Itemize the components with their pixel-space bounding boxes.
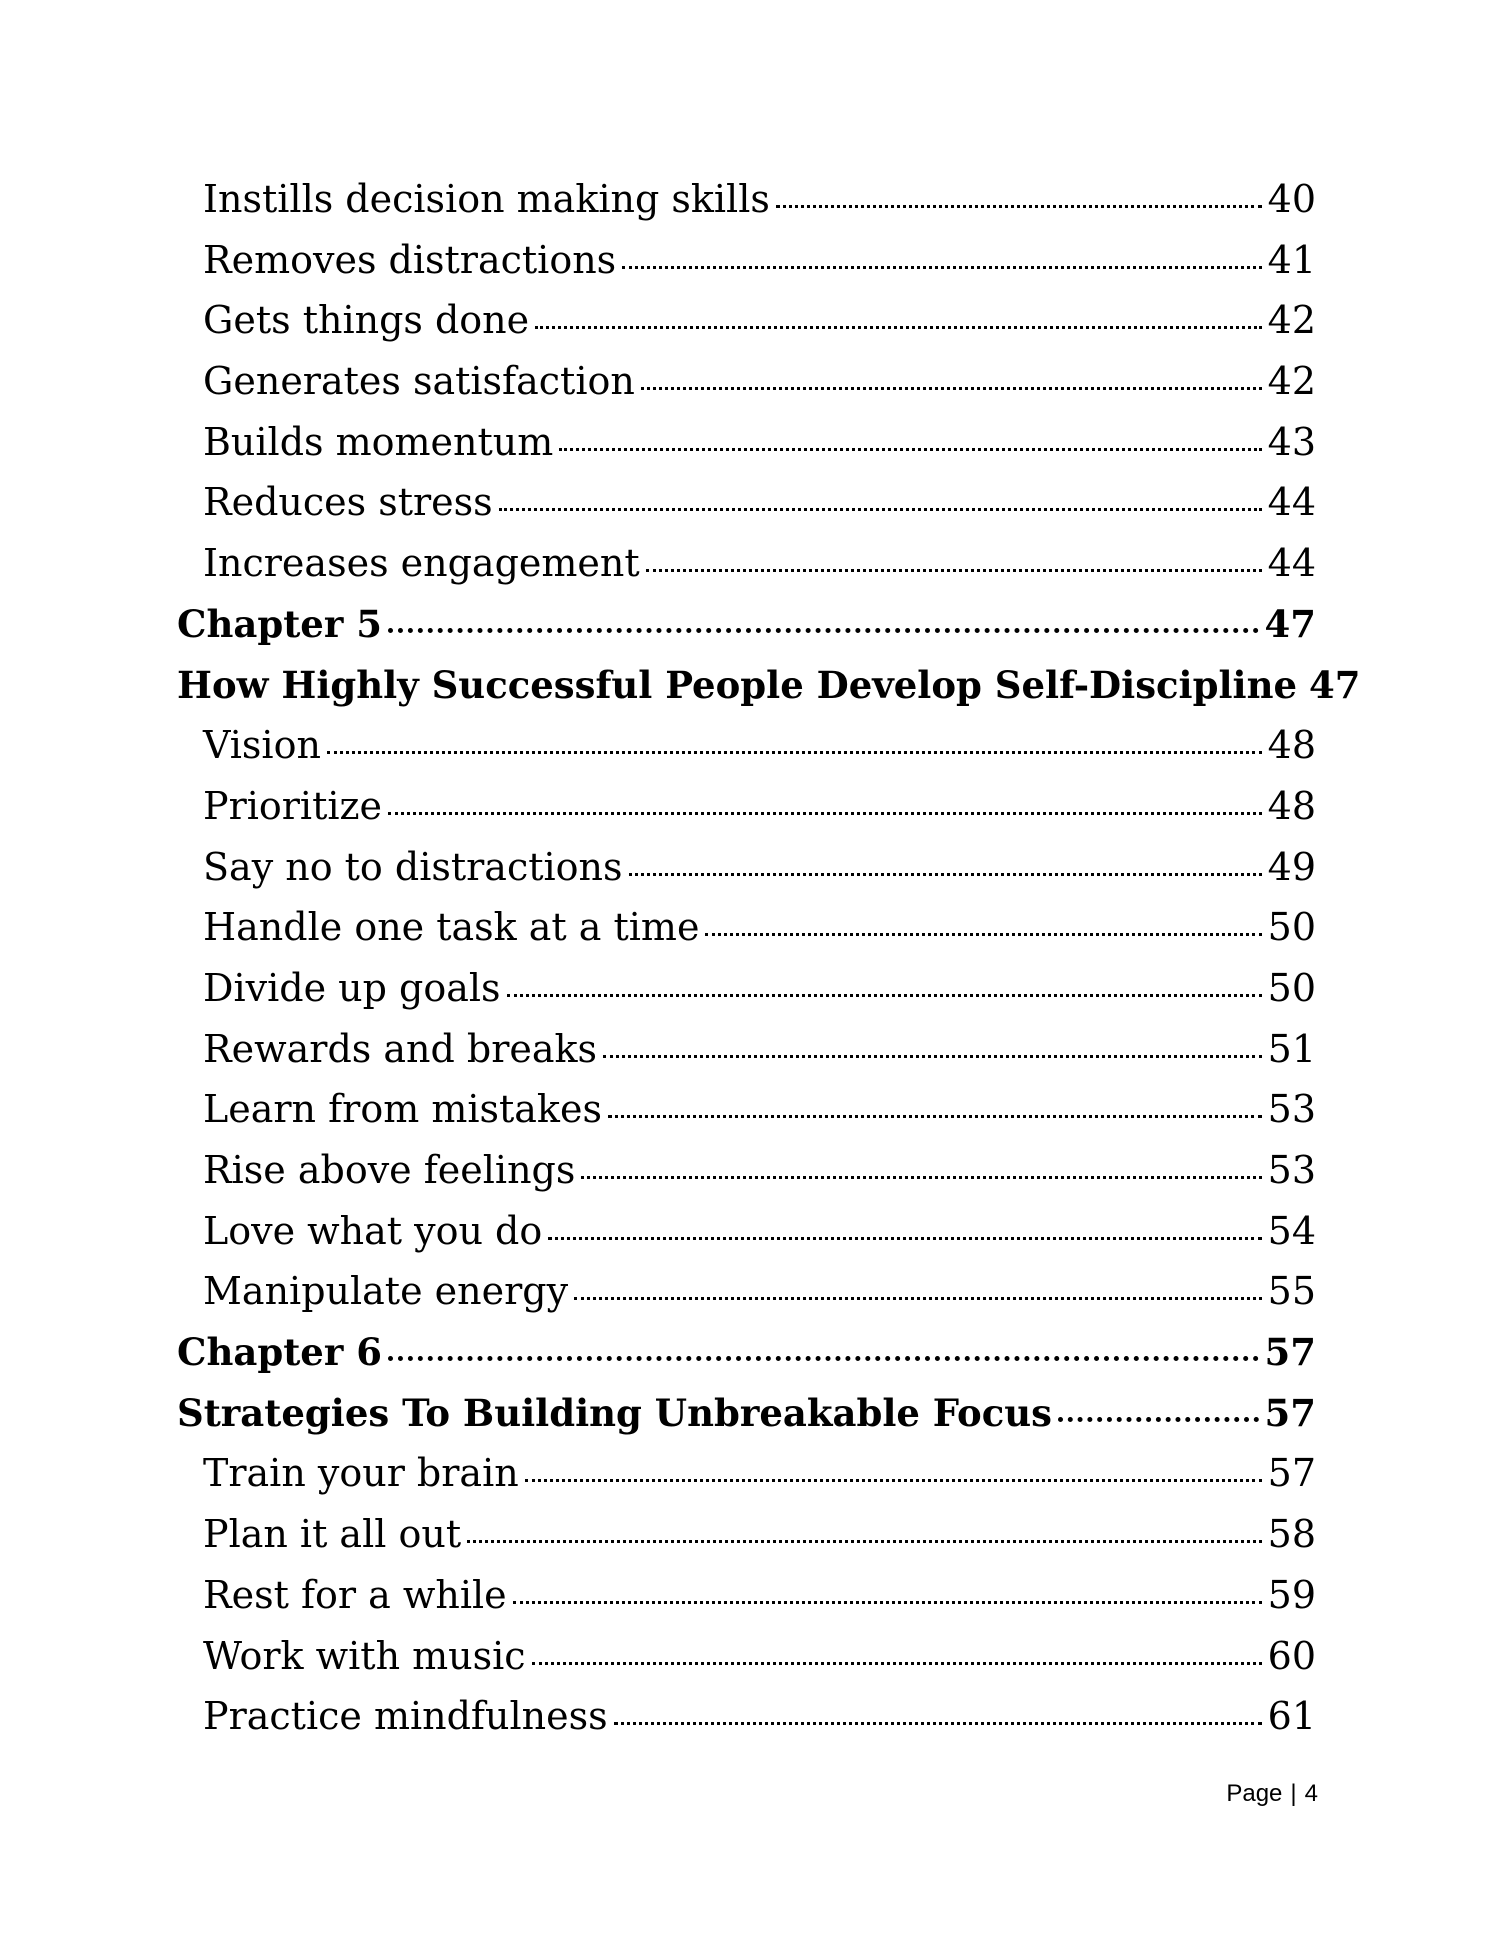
toc-entry[interactable]	[0, 837, 1316, 898]
toc-chapter-page: 57	[1264, 1390, 1316, 1435]
toc-dot-leader	[327, 749, 1262, 754]
toc-entry-label: Generates satisfaction	[203, 359, 635, 404]
toc-chapter-entry[interactable]	[0, 1383, 1316, 1444]
toc-chapter-label: Chapter 6	[177, 1330, 382, 1375]
toc-entry-label: Handle one task at a time	[203, 905, 700, 950]
toc-dot-leader	[622, 264, 1261, 269]
toc-entry-page: 42	[1267, 298, 1316, 343]
toc-dot-leader	[548, 1235, 1261, 1240]
toc-dot-leader	[507, 992, 1262, 997]
toc-chapter-page: 47	[1264, 601, 1316, 646]
toc-entry[interactable]	[0, 351, 1316, 412]
toc-entry[interactable]	[0, 1686, 1316, 1747]
toc-entry[interactable]	[0, 1504, 1316, 1565]
toc-dot-leader	[705, 931, 1261, 936]
toc-entry[interactable]	[0, 290, 1316, 351]
toc-dot-leader	[603, 1053, 1262, 1058]
toc-dot-leader	[388, 810, 1262, 815]
toc-entry-page: 48	[1267, 723, 1316, 768]
toc-entry-page: 53	[1267, 1148, 1316, 1192]
page-footer	[1226, 1780, 1318, 1808]
toc-entry-label: Manipulate energy	[203, 1269, 569, 1314]
toc-entry[interactable]	[0, 533, 1316, 594]
toc-entry[interactable]	[0, 776, 1316, 837]
toc-entry[interactable]	[0, 897, 1316, 958]
toc-entry-label: Instills decision making skills	[203, 177, 770, 221]
toc-entry-label: Builds momentum	[203, 419, 554, 464]
toc-dot-leader	[574, 1295, 1262, 1300]
toc-entry-page: 55	[1267, 1269, 1316, 1314]
toc-chapter-entry[interactable]	[0, 655, 1361, 716]
footer-page-number: 4	[1304, 1780, 1318, 1807]
toc-entry-page: 42	[1267, 359, 1316, 404]
toc-chapter-page: 47	[1309, 662, 1361, 707]
footer-page-label: Page	[1226, 1780, 1283, 1807]
toc-entry[interactable]	[0, 230, 1316, 291]
toc-entry-page: 49	[1267, 844, 1316, 889]
toc-entry-page: 41	[1267, 237, 1316, 282]
toc-entry-page: 59	[1267, 1572, 1316, 1617]
toc-entry[interactable]	[0, 1079, 1316, 1140]
toc-dot-leader	[614, 1720, 1262, 1725]
toc-entry[interactable]	[0, 1261, 1316, 1322]
toc-dot-leader	[499, 506, 1262, 511]
toc-entry-label: Practice mindfulness	[203, 1694, 608, 1739]
toc-entry-label: Say no to distractions	[203, 844, 623, 889]
toc-entry-page: 53	[1267, 1087, 1316, 1132]
toc-entry-label: Divide up goals	[203, 965, 501, 1010]
toc-dot-leader	[513, 1599, 1262, 1604]
toc-entry[interactable]	[0, 1140, 1316, 1201]
toc-entry[interactable]	[0, 472, 1316, 533]
toc-dot-leader	[532, 1660, 1262, 1665]
toc-dot-leader	[641, 385, 1262, 390]
toc-dot-leader	[535, 324, 1262, 329]
toc-entry[interactable]	[0, 1201, 1316, 1262]
toc-dot-leader	[646, 567, 1262, 572]
toc-entry-page: 50	[1267, 905, 1316, 950]
toc-entry-label: Rewards and breaks	[203, 1026, 598, 1071]
toc-chapter-page: 57	[1264, 1330, 1316, 1375]
toc-dot-leader	[388, 626, 1259, 633]
toc-entry-label: Plan it all out	[203, 1512, 462, 1557]
toc-entry-label: Prioritize	[203, 783, 383, 828]
toc-chapter-entry[interactable]	[0, 594, 1316, 655]
toc-chapter-entry[interactable]	[0, 1322, 1316, 1383]
toc-dot-leader	[629, 871, 1262, 876]
toc-entry-page: 40	[1267, 177, 1316, 221]
toc-entry[interactable]	[0, 958, 1316, 1019]
toc-entry[interactable]	[0, 169, 1316, 230]
toc-entry-page: 51	[1267, 1026, 1316, 1071]
toc-entry-label: Learn from mistakes	[203, 1087, 602, 1132]
toc-entry[interactable]	[0, 1565, 1316, 1626]
toc-dot-leader	[525, 1477, 1262, 1482]
toc-dot-leader	[388, 1354, 1259, 1361]
toc-dot-leader	[1058, 1415, 1259, 1422]
toc-entry-page: 43	[1267, 419, 1316, 464]
toc-entry[interactable]	[0, 412, 1316, 473]
toc-entry[interactable]	[0, 1443, 1316, 1504]
toc-entry-page: 61	[1267, 1694, 1316, 1739]
toc-entry[interactable]	[0, 1019, 1316, 1080]
toc-entry-label: Gets things done	[203, 298, 530, 343]
toc-entry-label: Reduces stress	[203, 480, 493, 525]
toc-entry-label: Increases engagement	[203, 541, 640, 586]
footer-separator: |	[1290, 1780, 1297, 1807]
toc-entry-label: Love what you do	[203, 1208, 543, 1253]
toc-entry-label: Rest for a while	[203, 1572, 507, 1617]
toc-chapter-label: How Highly Successful People Develop Self-Discipline	[177, 662, 1298, 707]
toc-entry[interactable]	[0, 1626, 1316, 1687]
toc-dot-leader	[776, 203, 1262, 208]
toc-entry-page: 54	[1267, 1208, 1316, 1253]
toc-dot-leader	[608, 1113, 1262, 1118]
toc-chapter-label: Strategies To Building Unbreakable Focus	[177, 1390, 1052, 1435]
toc-entry[interactable]	[0, 715, 1316, 776]
table-of-contents	[0, 169, 1500, 1747]
toc-entry-label: Removes distractions	[203, 237, 617, 282]
toc-entry-label: Rise above feelings	[203, 1148, 576, 1192]
toc-entry-page: 44	[1267, 480, 1316, 525]
toc-entry-page: 48	[1267, 783, 1316, 828]
toc-chapter-label: Chapter 5	[177, 601, 382, 646]
toc-dot-leader	[559, 446, 1261, 451]
toc-entry-page: 50	[1267, 965, 1316, 1010]
toc-entry-label: Vision	[203, 723, 321, 768]
toc-entry-page: 44	[1267, 541, 1316, 586]
toc-dot-leader	[467, 1538, 1262, 1543]
toc-entry-page: 57	[1267, 1451, 1316, 1496]
toc-entry-page: 60	[1267, 1633, 1316, 1678]
toc-entry-label: Train your brain	[203, 1451, 519, 1496]
toc-entry-page: 58	[1267, 1512, 1316, 1557]
toc-dot-leader	[581, 1174, 1261, 1179]
toc-entry-label: Work with music	[203, 1633, 526, 1678]
